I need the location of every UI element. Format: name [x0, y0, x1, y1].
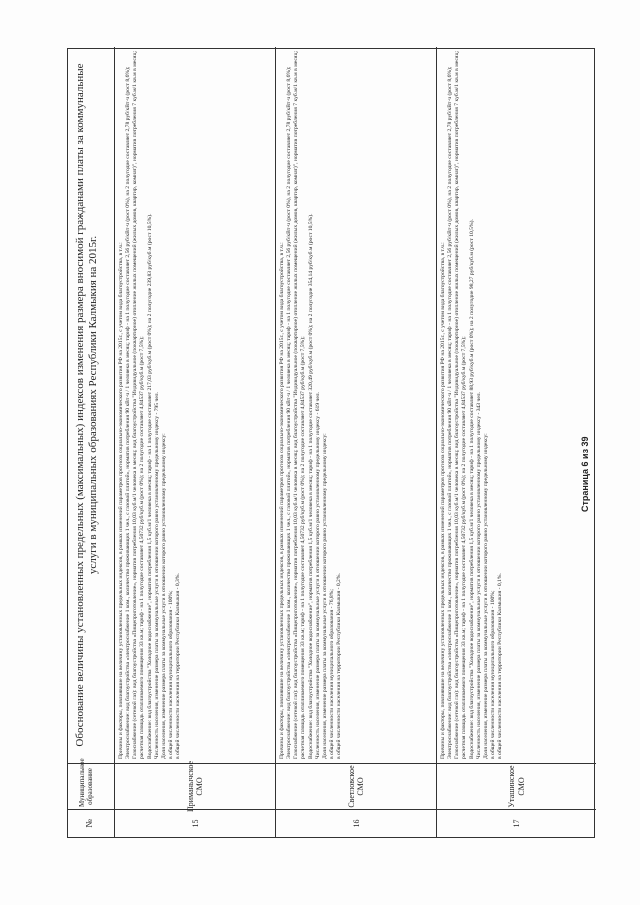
- row-municipality: Приманычское СМО: [115, 763, 275, 809]
- text-line: Электроснабжение: вид благоустройства «электроснабжение 1 ком., количество проживающих 1 чел., с газовой плитой», норматив потребления 90 кВт·ч / 1 человека в месяц; тариф - на 1 полугодие составляет 2,56 руб/кВт·ч (рост 0%), на 2 полугодие составляет 2,78 руб/кВт·ч (рост 8,6%);: [286, 66, 293, 759]
- row-number: 16: [276, 809, 436, 837]
- text-line: Электроснабжение: вид благоустройства «электроснабжение 1 ком., количество проживающих 1 чел., с газовой плитой», норматив потребления 90 кВт·ч / 1 человека в месяц; тариф - на 1 полугодие составляет 2,56 руб/кВт·ч (рост 0%), на 2 полугодие составляет 2,78 руб/кВт·ч (рост 8,6%);: [447, 66, 454, 759]
- header-num-cell: [68, 809, 114, 837]
- text-line: Водоснабжение: вид благоустройства "Холодное водоснабжение", норматив потребления 1,5 куб.м/1 человека в месяц; тариф - на 1 полугодие составляет 320,49 руб/куб.м (рост 0%); на 2 полугодие 354,14 руб/куб.м (рост 10,5%).: [307, 213, 314, 759]
- text-line: Причины и факторы, повлиявшие на величину установленных предельных индексов, в рамках изменений параметров прогноза социально-экономического развития РФ на 2015г., с учетом вида благоустройства, в т.ч.:: [118, 242, 124, 759]
- text-line: Численность населения, изменение размера платы за коммунальные услуги в отношении которого равно установленному предельному индексу - 795 чел.: [153, 392, 160, 759]
- text-line: Численность населения, изменение размера платы за коммунальные услуги в отношении которого равно установленному предельному индексу - 619 чел.: [314, 392, 321, 759]
- header-municipality-cell: [68, 758, 114, 809]
- text-line: в общей численности населения муниципального образования - 100%;: [168, 590, 175, 759]
- header-municipality: Муниципальное образование: [78, 758, 95, 807]
- text-line: Причины и факторы, повлиявшие на величину установленных предельных индексов, в рамках изменений параметров прогноза социально-экономического развития РФ на 2015г., с учетом вида благоустройства, в т.ч.:: [440, 242, 446, 759]
- table-row-15: [115, 47, 276, 837]
- table-row-16: [276, 47, 437, 837]
- text-line: в общей численности населения на территории Республики Калмыкия - 0,1%.: [497, 573, 504, 759]
- text-line: Газоснабжение (сетевой газ): вид благоустройства «Пищеприготовление», норматив потребления 10,03 куб.м/1 человека в месяц; вид благоустройства "Индивидуальное (поквартирное) отопление жилых помещений (жилых домов, квартир, комнат)", норматив потребления 7 куб.м/1 кв.м в месяц; расчетная площадь отапливаемого помещения 33 кв.м; тариф - на 1 полугодие составляет 4,50732 руб/куб.м (рост 0%); на 2 полугодие составляет 4,84537 руб/куб.м (рост 7,5%);: [293, 51, 307, 759]
- text-line: Доля населения, изменение размера платы за коммунальные услуги в отношении которого равно установленному предельному индексу:: [160, 433, 167, 759]
- text-line: Доля населения, изменение размера платы за коммунальные услуги в отношении которого равно установленному предельному индексу:: [482, 433, 489, 759]
- row-justification-text: [279, 51, 343, 759]
- page-number-footer: [578, 392, 592, 512]
- row-municipality: Светловское СМО: [276, 763, 436, 809]
- text-line: в общей численности населения на территории Республики Калмыкия - 0,3%.: [175, 573, 182, 759]
- text-line: Водоснабжение: вид благоустройства "Холодное водоснабжение", норматив потребления 1,5 куб.м/1 человека в месяц; тариф - на 1 полугодие составляет 217,03 руб/куб.м (рост 0%); на 2 полугодие 239,83 руб/куб.м (рост 10,5%).: [146, 213, 153, 759]
- table-header: [68, 47, 115, 837]
- text-line: Газоснабжение (сетевой газ): вид благоустройства «Пищеприготовление», норматив потребления 10,03 куб.м/1 человека в месяц; вид благоустройства "Индивидуальное (поквартирное) отопление жилых помещений (жилых домов, квартир, комнат)", норматив потребления 7 куб.м/1 кв.м в месяц; расчетная площадь отапливаемого помещения 33 кв.м; тариф - на 1 полугодие составляет 4,50732 руб/куб.м (рост 0%); на 2 полугодие составляет 4,84537 руб/куб.м (рост 7,5%);: [454, 51, 468, 759]
- text-line: Водоснабжение: вид благоустройства "Холодное водоснабжение", норматив потребления 1,5 куб.м/1 человека в месяц; тариф - на 1 полугодие составляет 88,93 руб/куб.м (рост 0%); на 2 полугодие 98,27 руб/куб.м (рост 10,5%).: [468, 219, 475, 759]
- text-line: в общей численности населения муниципального образования - 100%;: [490, 590, 497, 759]
- rotated-table-container: [67, 48, 595, 838]
- row-number: 15: [115, 809, 275, 837]
- text-line: Причины и факторы, повлиявшие на величину установленных предельных индексов, в рамках изменений параметров прогноза социально-экономического развития РФ на 2015г., с учетом вида благоустройства, в т.ч.:: [279, 242, 285, 759]
- page-number: Страница 6 из 39: [580, 436, 590, 512]
- text-line: Доля населения, изменение размера платы за коммунальные услуги в отношении которого равно установленному предельному индексу:: [321, 433, 328, 759]
- table-row-17: [437, 47, 596, 837]
- row-justification-text: [118, 51, 182, 759]
- text-line: Численность населения, изменение размера платы за коммунальные услуги в отношении которого равно установленному предельному индексу - 343 чел.: [475, 392, 482, 759]
- text-line: в общей численности населения на территории Республики Калмыкия - 0,2%.: [336, 573, 343, 759]
- row-number: 17: [437, 809, 596, 837]
- header-title-cell: [68, 47, 114, 763]
- row-justification-text: [440, 51, 504, 759]
- text-line: в общей численности населения муниципального образования - 76,8%;: [329, 589, 336, 759]
- row-municipality: Уташинское СМО: [437, 763, 596, 809]
- justification-table: [67, 48, 595, 838]
- header-num: №: [84, 819, 94, 828]
- text-line: Газоснабжение (сетевой газ): вид благоустройства «Пищеприготовление», норматив потребления 10,03 куб.м/1 человека в месяц; вид благоустройства "Индивидуальное (поквартирное) отопление жилых помещений (жилых домов, квартир, комнат)", норматив потребления 7 куб.м/1 кв.м в месяц; расчетная площадь отапливаемого помещения 33 кв.м; тариф - на 1 полугодие составляет 4,50732 руб/куб.м (рост 0%); на 2 полугодие составляет 4,84537 руб/куб.м (рост 7,5%);: [132, 51, 146, 759]
- text-line: Электроснабжение: вид благоустройства «электроснабжение 1 ком., количество проживающих 1 чел., с газовой плитой», норматив потребления 90 кВт·ч / 1 человека в месяц; тариф - на 1 полугодие составляет 2,56 руб/кВт·ч (рост 0%), на 2 полугодие составляет 2,78 руб/кВт·ч (рост 8,6%);: [125, 66, 132, 759]
- header-title: Обоснование величины установленных предельных (максимальных) индексов изменения размера вносимой гражданами платы за коммунальные услуги в муниципальных образованиях Республики Калмыкия на 2015г.: [74, 63, 100, 747]
